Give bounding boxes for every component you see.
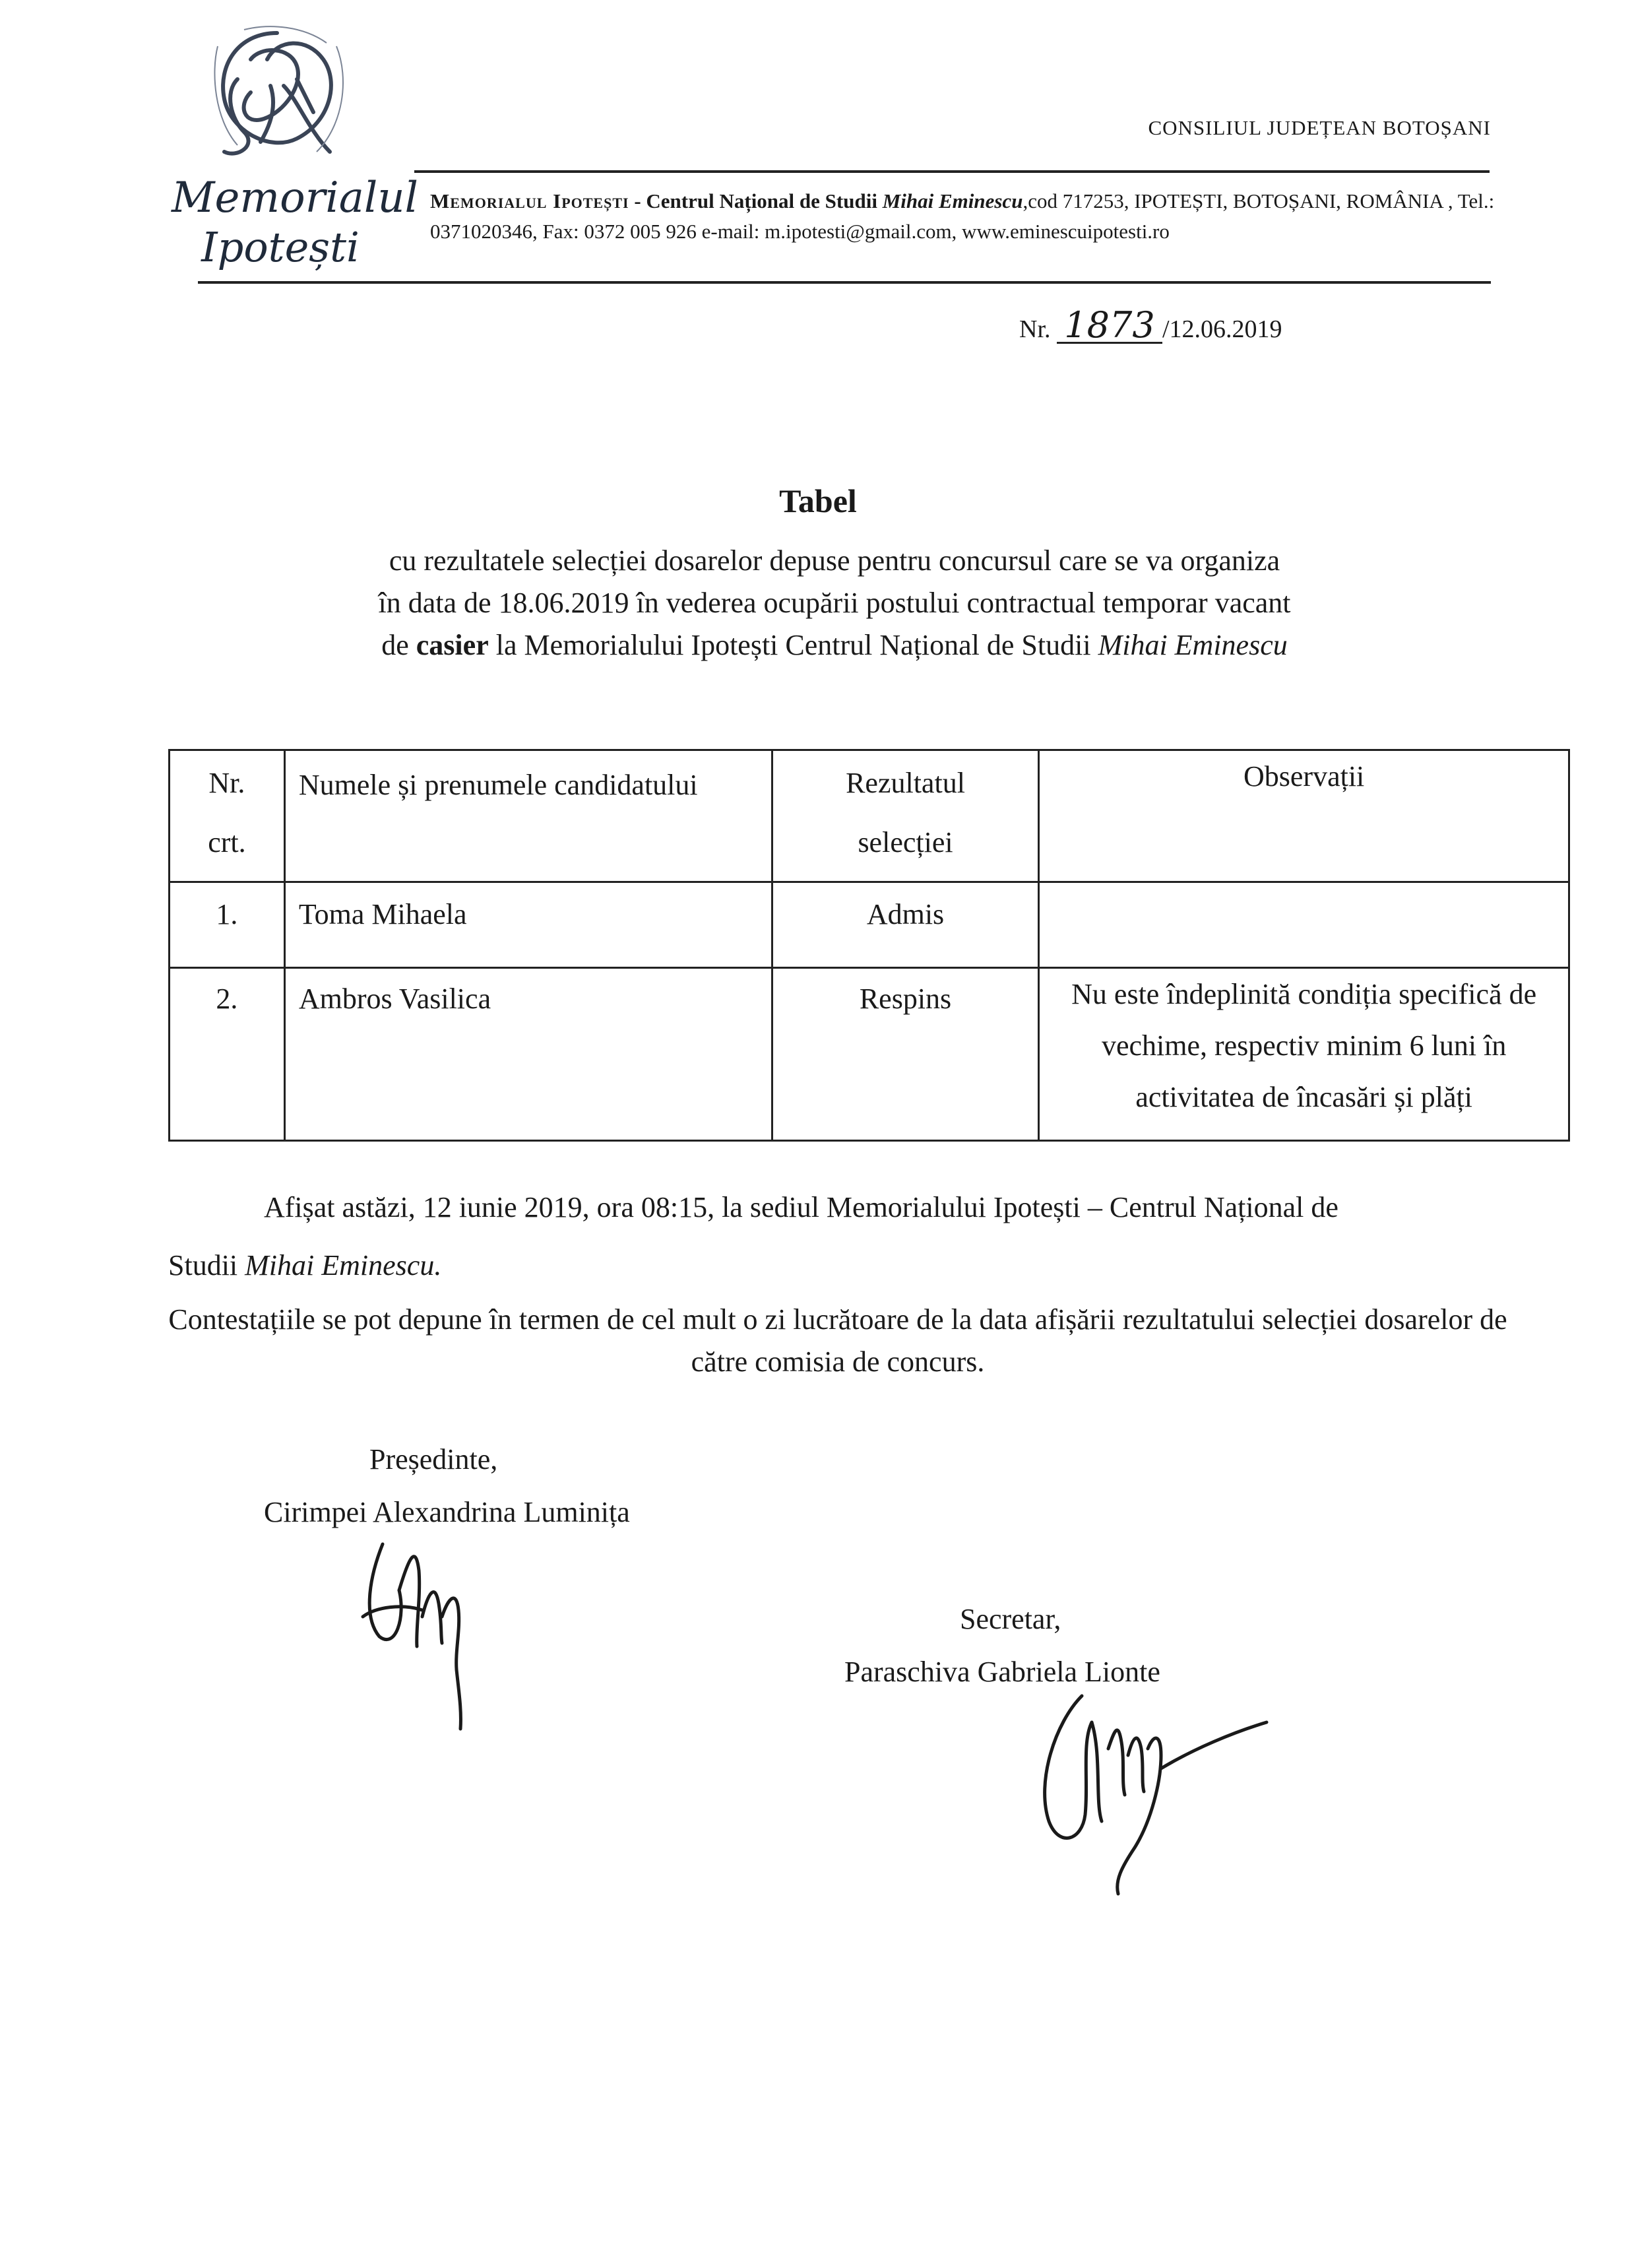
secretary-name: Paraschiva Gabriela Lionte xyxy=(844,1656,1160,1688)
institution-details: ,cod 717253, IPOTEȘTI, BOTOȘANI, ROMÂNIA , Tel.: 0371020346, Fax: 0372 005 926 e-mail: m.ipotesti@gmail.com, www.eminescuipotesti.ro xyxy=(430,189,1495,243)
institution-center: Centrul Național de Studii xyxy=(646,189,883,212)
header-notes xyxy=(1039,750,1569,882)
header-nr-line1: Nr. xyxy=(208,767,245,799)
row1-name: Toma Mihaela xyxy=(284,882,772,968)
row2-notes: Nu este îndeplinită condiția specifică de vechime, respectiv minim 6 luni în activitatea de încasări și plăți xyxy=(1039,968,1569,1141)
header-result-line1: Rezultatul xyxy=(846,767,965,799)
header-divider-top xyxy=(414,170,1490,173)
institution-center-italic: Mihai Eminescu xyxy=(882,189,1023,212)
row1-notes xyxy=(1039,882,1569,968)
header-nr-line2: crt. xyxy=(208,826,246,859)
header-nr xyxy=(170,750,285,882)
row1-result: Admis xyxy=(772,882,1039,968)
council-name: CONSILIUL JUDEȚEAN BOTOȘANI xyxy=(1148,116,1491,139)
header-divider-bottom xyxy=(198,281,1491,284)
table-row xyxy=(170,968,1569,1141)
subtitle-position: casier xyxy=(416,629,489,661)
posted-eminescu: Mihai Eminescu. xyxy=(245,1249,442,1281)
subtitle-line-3 xyxy=(218,624,1451,666)
document-title: Tabel xyxy=(779,482,857,519)
logo-line-ipotesti: Ipotești xyxy=(201,223,360,271)
header-result-line2: selecției xyxy=(858,826,953,859)
header-name-text: Numele și prenumele candidatului xyxy=(298,769,698,801)
row1-nr: 1. xyxy=(170,882,285,968)
logo-wordmark xyxy=(172,174,418,271)
logo-line-memorialul: Memorialul xyxy=(172,174,418,222)
subtitle-italic: Mihai Eminescu xyxy=(1098,629,1288,661)
registration-date: /12.06.2019 xyxy=(1162,315,1282,343)
subtitle-line-1: cu rezultatele selecției dosarelor depuse pentru concursul care se va organiza xyxy=(389,544,1280,577)
table-header-row xyxy=(170,750,1569,882)
subtitle-line-2: în data de 18.06.2019 în vederea ocupării postului contractual temporar vacant xyxy=(378,587,1291,619)
header-result xyxy=(772,750,1039,882)
subtitle-mid: la Memorialului Ipotești Centrul Național de Studii xyxy=(488,629,1098,661)
results-table xyxy=(168,749,1570,1142)
institution-name: Memorialul Ipotești xyxy=(430,189,629,212)
president-label: Președinte, xyxy=(369,1443,498,1475)
president-name: Cirimpei Alexandrina Luminița xyxy=(264,1496,630,1528)
registration-prefix: Nr. xyxy=(1019,315,1051,343)
posted-notice-line1: Afișat astăzi, 12 iunie 2019, ora 08:15, la sediul Memorialului Ipotești – Centrul Național de xyxy=(264,1191,1338,1223)
secretary-signature xyxy=(1003,1669,1280,1907)
header-notes-text: Observații xyxy=(1243,760,1365,793)
row2-name: Ambros Vasilica xyxy=(284,968,772,1141)
table-row xyxy=(170,882,1569,968)
registration-handwritten-number: 1873 xyxy=(1057,309,1162,344)
registration-number xyxy=(1019,304,1349,346)
appeals-notice: Contestațiile se pot depune în termen de cel mult o zi lucrătoare de la data afișării rezultatului selecției dosarelor de către comisia de concurs. xyxy=(168,1303,1507,1378)
document-subtitle xyxy=(218,540,1451,666)
header-name xyxy=(284,750,772,882)
subtitle-pre: de xyxy=(381,629,416,661)
logo-monogram xyxy=(198,20,356,172)
institution-separator: - xyxy=(629,189,646,212)
row2-nr: 2. xyxy=(170,968,285,1141)
posted-studii: Studii xyxy=(168,1249,245,1281)
institution-block xyxy=(430,186,1499,247)
posted-notice-line2 xyxy=(168,1246,828,1285)
secretary-label: Secretar, xyxy=(960,1603,1061,1635)
row2-result: Respins xyxy=(772,968,1039,1141)
president-signature xyxy=(343,1518,515,1735)
